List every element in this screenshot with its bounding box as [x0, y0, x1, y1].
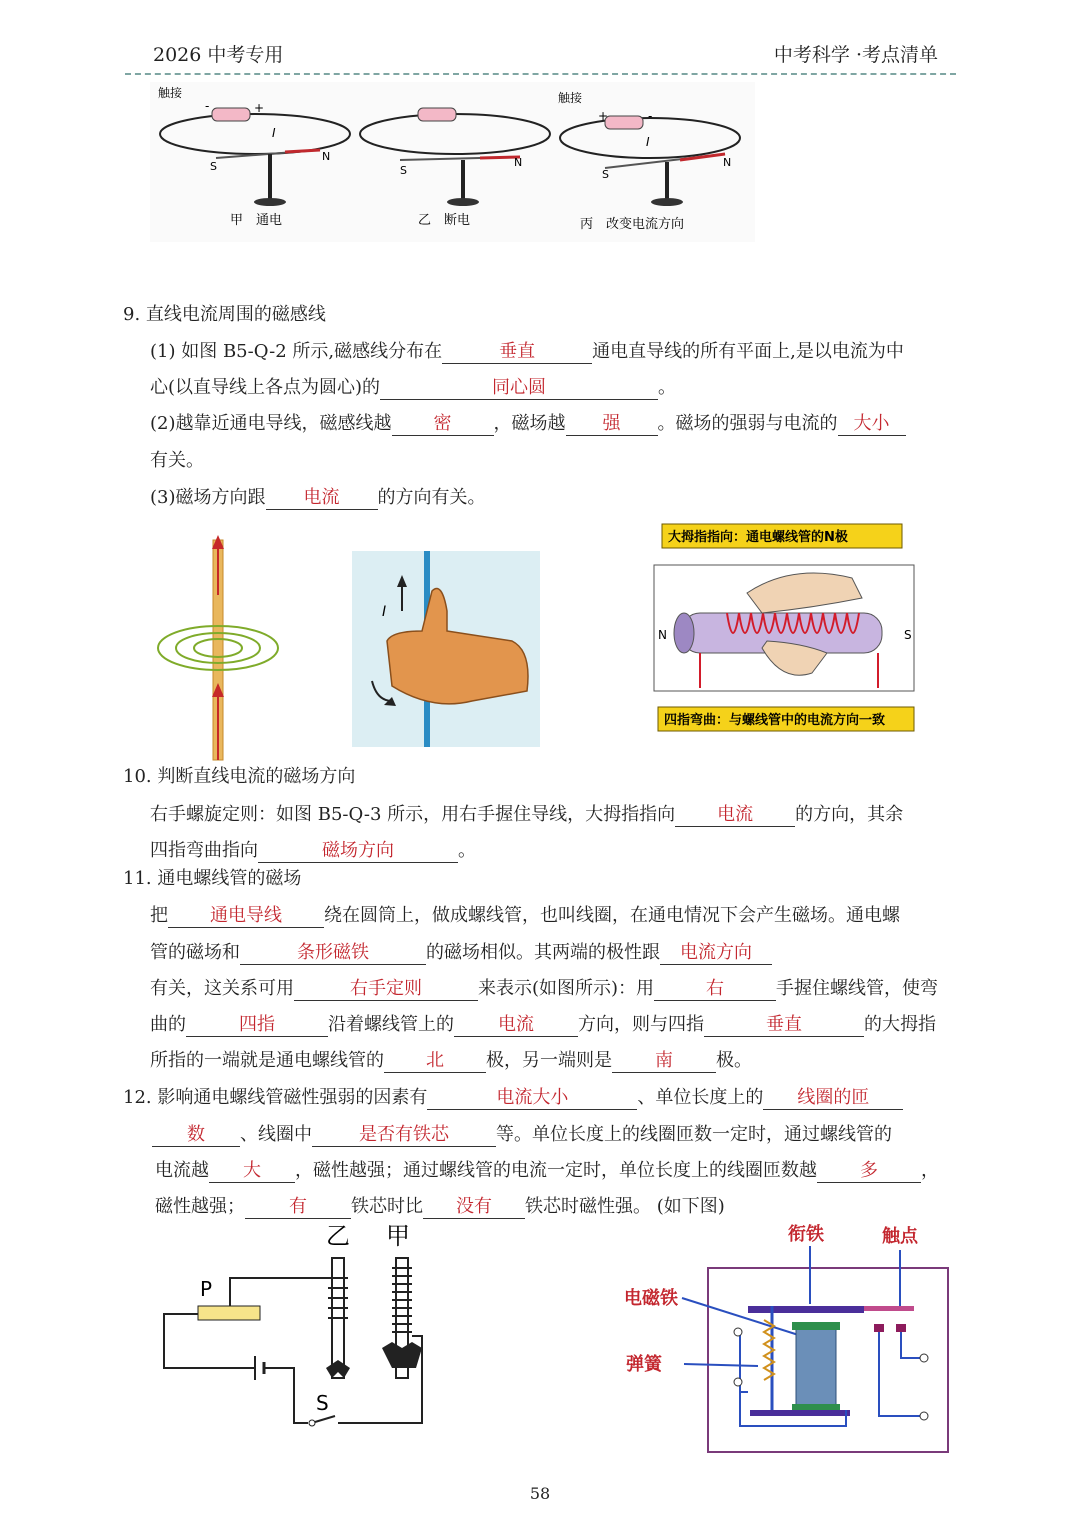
- straight-wire-field-figure: [155, 535, 295, 765]
- q9-line4: 有关。: [150, 450, 204, 471]
- q12-line3: 电流越 大 ，磁性越强；通过螺线管的电流一定时，单位长度上的线圈匝数越 多 ，: [155, 1160, 939, 1181]
- label-p: P: [200, 1277, 213, 1301]
- q11-line1: 把 通电导线 绕在圆筒上，做成螺线管，也叫线圈，在通电情况下会产生磁场。通电螺: [150, 905, 900, 926]
- svg-text:N: N: [723, 156, 732, 169]
- label-jia: 甲: [386, 1222, 410, 1250]
- touch-label-2: 触接: [558, 91, 583, 105]
- label-contact: 触点: [882, 1226, 918, 1247]
- caption-jia: 甲 通电: [230, 213, 283, 228]
- right-hand-rule-wire-figure: [352, 551, 540, 747]
- answer-blank: 条形磁铁: [240, 942, 426, 965]
- answer-blank: 北: [384, 1050, 486, 1073]
- svg-text:+: +: [598, 109, 609, 123]
- q11-line2: 管的磁场和 条形磁铁 的磁场相似。其两端的极性跟 电流方向: [150, 938, 772, 965]
- svg-text:S: S: [210, 160, 217, 173]
- q11-line3: 有关，这关系可用 右手定则 来表示(如图所示)：用 右 手握住螺线管，使弯: [150, 978, 939, 999]
- caption-bing: 丙 改变电流方向: [580, 217, 685, 232]
- answer-blank: 多: [817, 1160, 921, 1183]
- label-armature: 衔铁: [788, 1224, 824, 1245]
- bottom-banner: 四指弯曲：与螺线管中的电流方向一致: [664, 713, 886, 728]
- answer-blank: 电流方向: [660, 942, 772, 965]
- solenoid-right-hand-figure: [652, 523, 920, 733]
- svg-text:N: N: [514, 156, 523, 169]
- svg-text:N: N: [658, 628, 667, 642]
- answer-blank: 密: [392, 413, 494, 436]
- q9-line1: (1) 如图 B5-Q-2 所示,磁感线分布在 垂直 通电直导线的所有平面上,是以电流为中: [150, 341, 904, 362]
- answer-blank: 垂直: [704, 1014, 864, 1037]
- top-banner: 大拇指指向：通电螺线管的N极: [668, 530, 848, 545]
- svg-text:N: N: [322, 150, 331, 163]
- answer-blank: 同心圆: [380, 377, 658, 400]
- answer-blank: 南: [612, 1050, 716, 1073]
- oersted-experiment-figure: [150, 82, 755, 242]
- svg-text:I: I: [272, 126, 276, 140]
- answer-blank: 大: [209, 1160, 295, 1183]
- label-s: S: [316, 1391, 329, 1415]
- answer-blank: 电流: [454, 1014, 578, 1037]
- q11-line5: 所指的一端就是通电螺线管的 北 极，另一端则是 南 极。: [150, 1050, 752, 1071]
- answer-blank: 数: [152, 1124, 240, 1147]
- svg-text:I: I: [646, 135, 650, 149]
- label-electromagnet: 电磁铁: [624, 1288, 678, 1309]
- q12-line2: 数 、线圈中 是否有铁芯 等。单位长度上的线圈匝数一定时，通过螺线管的: [152, 1120, 892, 1147]
- answer-blank: 电流: [266, 487, 378, 510]
- answer-blank: 四指: [186, 1014, 328, 1037]
- answer-blank: 右手定则: [294, 978, 478, 1001]
- electromagnetic-relay-figure: [620, 1220, 955, 1456]
- answer-blank: 是否有铁芯: [312, 1124, 496, 1147]
- answer-blank: 强: [566, 413, 658, 436]
- q9-line2: 心(以直导线上各点为圆心)的 同心圆 。: [150, 377, 677, 398]
- svg-text:S: S: [602, 168, 609, 181]
- q10-line2: 四指弯曲指向 磁场方向 。: [150, 840, 476, 861]
- q12-line4: 磁性越强； 有 铁芯时比 没有 铁芯时磁性强。 (如下图): [155, 1196, 725, 1217]
- answer-blank: 线圈的匝: [763, 1087, 903, 1110]
- svg-text:-: -: [205, 99, 210, 113]
- svg-text:S: S: [904, 628, 912, 642]
- svg-text:S: S: [400, 164, 407, 177]
- answer-blank: 有: [245, 1196, 351, 1219]
- answer-blank: 电流: [675, 804, 795, 827]
- answer-blank: 大小: [838, 413, 906, 436]
- q11-title: 11. 通电螺线管的磁场: [123, 868, 302, 889]
- svg-text:I: I: [382, 604, 387, 620]
- touch-label-1: 触接: [158, 86, 183, 100]
- q9-title: 9. 直线电流周围的磁感线: [123, 304, 326, 325]
- electromagnet-circuit-figure: [160, 1218, 430, 1430]
- svg-text:+: +: [254, 101, 265, 115]
- answer-blank: 右: [654, 978, 776, 1001]
- q10-title: 10. 判断直线电流的磁场方向: [123, 766, 356, 787]
- answer-blank: 磁场方向: [258, 840, 458, 863]
- header-left: 2026 中考专用: [153, 44, 284, 66]
- q9-line5: (3)磁场方向跟 电流 的方向有关。: [150, 487, 486, 508]
- label-yi: 乙: [326, 1222, 350, 1250]
- caption-yi: 乙 断电: [418, 213, 471, 228]
- answer-blank: 通电导线: [168, 905, 324, 928]
- header-divider: [125, 73, 956, 75]
- svg-text:-: -: [648, 109, 653, 123]
- label-spring: 弹簧: [626, 1354, 662, 1375]
- q9-line3: (2)越靠近通电导线，磁感线越 密 ，磁场越 强 。磁场的强弱与电流的 大小: [150, 409, 906, 436]
- q10-line1: 右手螺旋定则：如图 B5-Q-3 所示，用右手握住导线，大拇指指向 电流 的方向，其余: [150, 804, 904, 825]
- page-number: 58: [529, 1484, 551, 1503]
- answer-blank: 垂直: [442, 341, 592, 364]
- answer-blank: 电流大小: [427, 1087, 637, 1110]
- q12-line1: 12. 影响通电螺线管磁性强弱的因素有 电流大小 、单位长度上的 线圈的匝: [123, 1083, 903, 1110]
- header-right: 中考科学 ·考点清单: [773, 44, 938, 66]
- answer-blank: 没有: [423, 1196, 525, 1219]
- q11-line4: 曲的 四指 沿着螺线管上的 电流 方向，则与四指 垂直 的大拇指: [150, 1014, 936, 1035]
